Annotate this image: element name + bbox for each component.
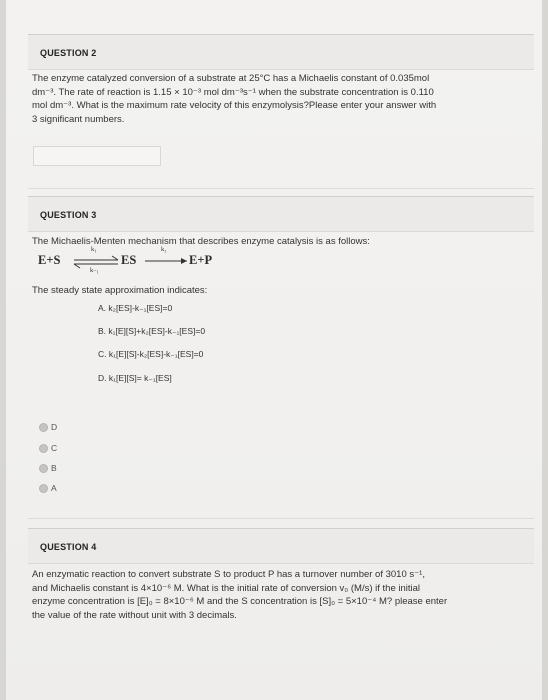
question-2-answer-input[interactable] bbox=[33, 146, 161, 166]
statement-a: A. k₂[ES]-k₋₁[ES]=0 bbox=[98, 303, 173, 313]
question-2-line: 3 significant numbers. bbox=[32, 113, 125, 125]
question-4-header bbox=[28, 528, 534, 564]
radio-button[interactable] bbox=[39, 464, 48, 473]
question-4-text bbox=[32, 568, 447, 622]
rate-constant-k2: k₂ bbox=[161, 246, 167, 253]
choice-label: B bbox=[51, 463, 57, 473]
section-divider bbox=[28, 518, 534, 519]
radio-button[interactable] bbox=[39, 484, 48, 493]
question-4-line: the value of the rate without unit with 3 decimals. bbox=[32, 609, 237, 621]
question-4-line: An enzymatic reaction to convert substrate S to product P has a turnover number of 3010 s⁻¹, bbox=[32, 569, 425, 580]
choice-label: D bbox=[51, 422, 58, 432]
rate-constant-k-minus1: k₋₁ bbox=[90, 267, 99, 274]
question-3-prompt: The Michaelis-Menten mechanism that describes enzyme catalysis is as follows: bbox=[32, 236, 370, 247]
statement-b: B. k₁[E][S]+k₂[ES]-k₋₁[ES]=0 bbox=[98, 326, 206, 336]
question-4-line: and Michaelis constant is 4×10⁻⁶ M. What is the initial rate of conversion v₀ (M/s) if the initial bbox=[32, 582, 421, 594]
question-2-line: mol dm⁻³. What is the maximum rate velocity of this enzymolysis?Please enter your answer with bbox=[32, 100, 437, 111]
question-2-line: dm⁻³. The rate of reaction is 1.15 × 10⁻³ mol dm⁻³s⁻¹ when the substrate concentration is 0.110 bbox=[32, 86, 434, 98]
section-divider bbox=[28, 188, 534, 189]
choice-label: C bbox=[51, 443, 58, 453]
mechanism-reactants: E+S bbox=[38, 253, 61, 267]
mechanism-complex: ES bbox=[121, 253, 137, 267]
rate-constant-k1: k₁ bbox=[91, 246, 97, 253]
question-3-title: QUESTION 3 bbox=[40, 210, 97, 220]
question-3-prompt-2: The steady state approximation indicates: bbox=[32, 285, 208, 296]
radio-button[interactable] bbox=[39, 423, 48, 432]
question-4-title: QUESTION 4 bbox=[40, 542, 97, 552]
question-2-text bbox=[32, 72, 436, 126]
radio-button[interactable] bbox=[39, 444, 48, 453]
question-3-header bbox=[28, 196, 534, 232]
question-2-line: The enzyme catalyzed conversion of a substrate at 25°C has a Michaelis constant of 0.035mol bbox=[32, 73, 430, 84]
mechanism-products: E+P bbox=[189, 253, 213, 267]
choice-label: A bbox=[51, 483, 57, 493]
statement-d: D. k₁[E][S]= k₋₁[ES] bbox=[98, 373, 172, 383]
forward-arrow-icon bbox=[143, 255, 189, 267]
statement-c: C. k₁[E][S]-k₂[ES]-k₋₁[ES]=0 bbox=[98, 349, 204, 359]
question-4-line: enzyme concentration is [E]₀ = 8×10⁻⁶ M and the S concentration is [S]₀ = 5×10⁻⁴ M? please enter bbox=[32, 596, 448, 607]
quiz-page bbox=[6, 0, 542, 700]
question-2-header bbox=[28, 34, 534, 70]
question-2-title: QUESTION 2 bbox=[40, 48, 97, 58]
